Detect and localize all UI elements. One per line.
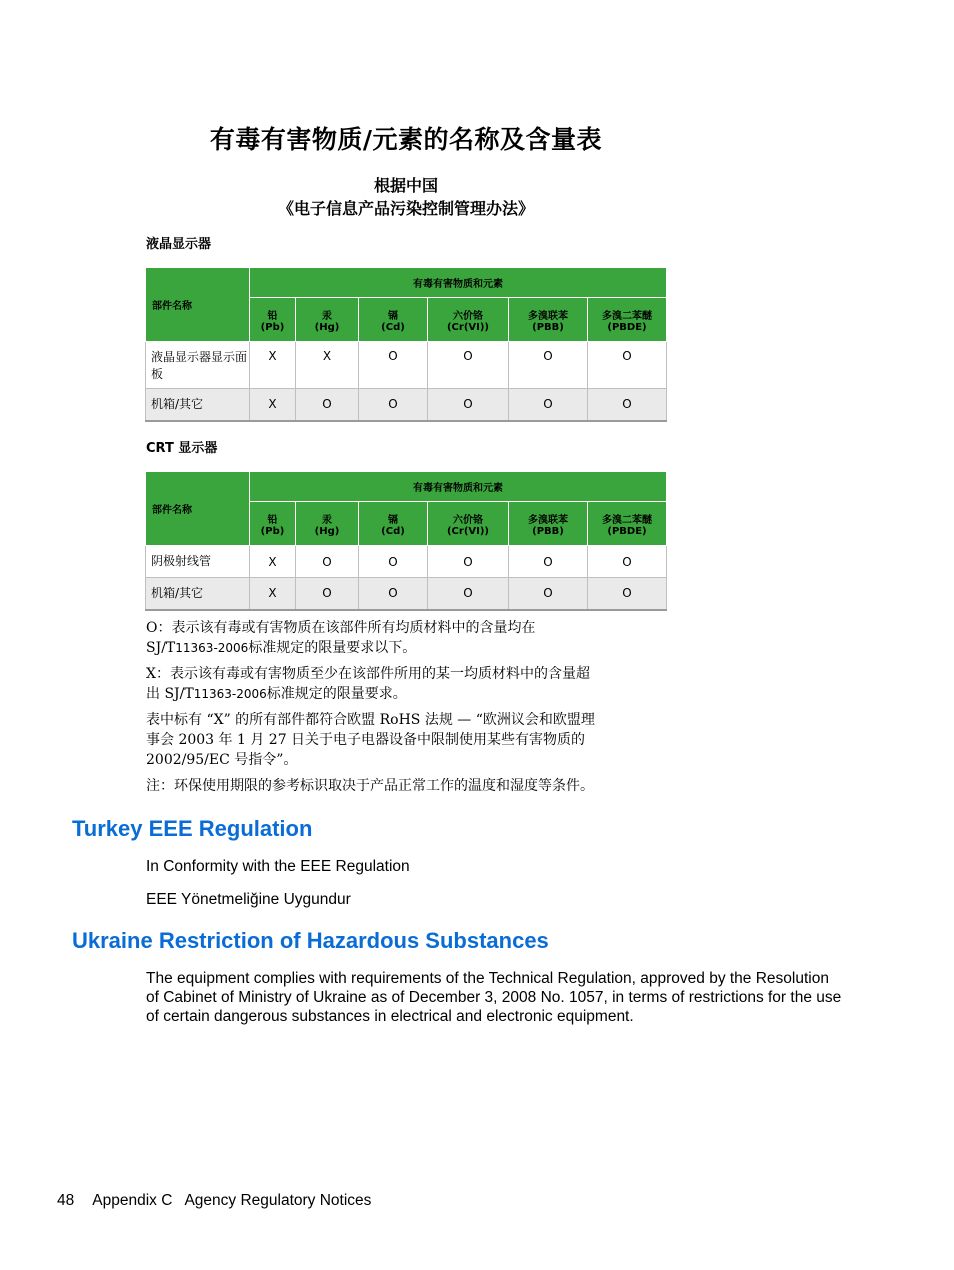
value-cell: O xyxy=(509,342,588,389)
substance-header-pbde: 多溴二苯醚 (PBDE) xyxy=(588,298,667,342)
document-title: 有毒有害物质/元素的名称及含量表 xyxy=(209,125,603,154)
substance-header-cd: 镉 (Cd) xyxy=(359,298,428,342)
note-o xyxy=(146,618,676,658)
value-cell: O xyxy=(428,389,509,421)
value-cell: X xyxy=(250,578,296,610)
value-cell: O xyxy=(588,342,667,389)
note-rohs-line3: 2002/95/EC 号指令”。 xyxy=(146,752,298,768)
note-x-line2: 出 SJ/T11363-2006标准规定的限量要求。 xyxy=(146,686,407,702)
ukraine-line1: The equipment complies with requirements of the Technical Regulation, approved by the Resolution xyxy=(146,970,829,987)
document-subtitle-line2: 《电子信息产品污染控制管理办法》 xyxy=(277,199,534,218)
ukraine-line2: of Cabinet of Ministry of Ukraine as of December 3, 2008 No. 1057, in terms of restrictions for the use xyxy=(146,989,842,1006)
value-cell: O xyxy=(428,342,509,389)
substance-group-header: 有毒有害物质和元素 xyxy=(250,472,667,502)
value-cell: O xyxy=(359,342,428,389)
ukraine-heading: Ukraine Restriction of Hazardous Substances xyxy=(72,928,549,953)
value-cell: O xyxy=(359,546,428,578)
page-footer xyxy=(57,1192,371,1210)
lcd-table-label: 液晶显示器 xyxy=(146,237,212,252)
substance-header-crvi: 六价铬 (Cr(VI)) xyxy=(428,298,509,342)
value-cell: O xyxy=(359,578,428,610)
value-cell: X xyxy=(250,546,296,578)
crt-table-label: CRT 显示器 xyxy=(146,441,218,456)
value-cell: X xyxy=(296,342,359,389)
value-cell: X xyxy=(250,342,296,389)
note-o-line1: O：表示该有毒或有害物质在该部件所有均质材料中的含量均在 xyxy=(146,620,536,636)
turkey-line1: In Conformity with the EEE Regulation xyxy=(146,858,410,875)
value-cell: O xyxy=(296,389,359,421)
lcd-substance-table xyxy=(145,267,667,422)
turkey-heading: Turkey EEE Regulation xyxy=(72,816,313,841)
value-cell: O xyxy=(588,578,667,610)
value-cell: O xyxy=(296,578,359,610)
value-cell: O xyxy=(428,546,509,578)
note-o-line2: SJ/T11363-2006标准规定的限量要求以下。 xyxy=(146,640,417,656)
part-name-header: 部件名称 xyxy=(146,472,250,546)
substance-header-pb: 铅 (Pb) xyxy=(250,502,296,546)
substance-header-hg: 汞 (Hg) xyxy=(296,298,359,342)
footer-section-title: Appendix C Agency Regulatory Notices xyxy=(92,1192,372,1209)
table-row xyxy=(146,546,667,578)
substance-header-pb: 铅 (Pb) xyxy=(250,298,296,342)
value-cell: O xyxy=(296,546,359,578)
note-x xyxy=(146,664,676,704)
value-cell: O xyxy=(588,389,667,421)
note-rohs xyxy=(146,710,676,770)
substance-header-crvi: 六价铬 (Cr(VI)) xyxy=(428,502,509,546)
part-name-header: 部件名称 xyxy=(146,268,250,342)
part-name-cell: 机箱/其它 xyxy=(146,389,250,421)
substance-header-pbb: 多溴联苯 (PBB) xyxy=(509,298,588,342)
table-row xyxy=(146,578,667,610)
value-cell: O xyxy=(359,389,428,421)
ukraine-line3: of certain dangerous substances in electrical and electronic equipment. xyxy=(146,1008,634,1025)
note-x-line1: X：表示该有毒或有害物质至少在该部件所用的某一均质材料中的含量超 xyxy=(146,666,590,682)
substance-group-header: 有毒有害物质和元素 xyxy=(250,268,667,298)
value-cell: O xyxy=(509,578,588,610)
turkey-line2: EEE Yönetmeliğine Uygundur xyxy=(146,891,351,908)
part-name-cell: 液晶显示器显示面板 xyxy=(146,342,250,389)
note-rohs-line2: 事会 2003 年 1 月 27 日关于电子电器设备中限制使用某些有害物质的 xyxy=(146,732,586,748)
substance-header-cd: 镉 (Cd) xyxy=(359,502,428,546)
value-cell: O xyxy=(509,389,588,421)
table-row xyxy=(146,342,667,389)
value-cell: O xyxy=(588,546,667,578)
value-cell: O xyxy=(509,546,588,578)
substance-header-hg: 汞 (Hg) xyxy=(296,502,359,546)
page-number: 48 xyxy=(57,1192,75,1209)
substance-header-pbb: 多溴联苯 (PBB) xyxy=(509,502,588,546)
value-cell: X xyxy=(250,389,296,421)
note-environment: 注：环保使用期限的参考标识取决于产品正常工作的温度和湿度等条件。 xyxy=(146,778,594,794)
crt-substance-table xyxy=(145,471,667,611)
table-row xyxy=(146,389,667,421)
value-cell: O xyxy=(428,578,509,610)
ukraine-paragraph xyxy=(146,969,876,1026)
part-name-cell: 机箱/其它 xyxy=(146,578,250,610)
note-rohs-line1: 表中标有 “X” 的所有部件都符合欧盟 RoHS 法规 — “欧洲议会和欧盟理 xyxy=(146,712,595,728)
part-name-cell: 阴极射线管 xyxy=(146,546,250,578)
substance-header-pbde: 多溴二苯醚 (PBDE) xyxy=(588,502,667,546)
document-subtitle-line1: 根据中国 xyxy=(373,176,438,195)
